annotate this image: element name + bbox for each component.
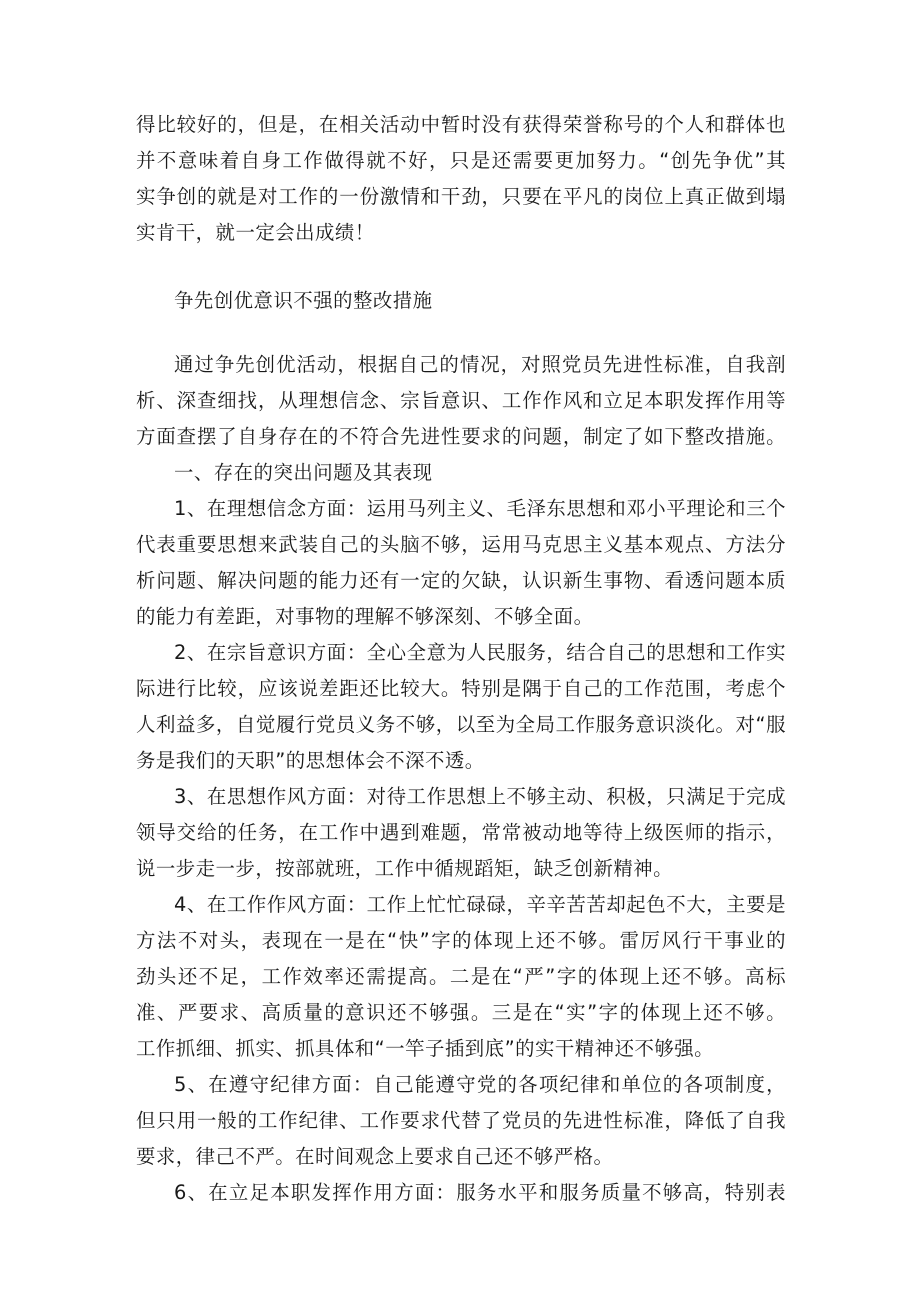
text-line: 并不意味着自身工作做得就不好，只是还需要更加努力。“创先争优”其 — [136, 149, 786, 172]
text-line: 方面查摆了自身存在的不符合先进性要求的问题，制定了如下整改措施。 — [136, 425, 786, 448]
text-line: 6、在立足本职发挥作用方面：服务水平和服务质量不够高，特别表 — [174, 1181, 786, 1204]
text-line: 代表重要思想来武装自己的头脑不够，运用马克思主义基本观点、方法分 — [136, 533, 786, 556]
text-line: 得比较好的，但是，在相关活动中暂时没有获得荣誉称号的个人和群体也 — [136, 113, 786, 136]
text-line: 要求，律己不严。在时间观念上要求自己还不够严格。 — [136, 1145, 614, 1168]
text-line: 1、在理想信念方面：运用马列主义、毛泽东思想和邓小平理论和三个 — [174, 497, 786, 520]
text-line: 方法不对头，表现在一是在“快”字的体现上还不够。雷厉风行干事业的 — [136, 929, 786, 952]
item-2 — [136, 640, 786, 784]
text-line: 际进行比较，应该说差距还比较大。特别是隅于自己的工作范围，考虑个 — [136, 677, 786, 700]
text-line: 实争创的就是对工作的一份激情和干劲，只要在平凡的岗位上真正做到塌 — [136, 185, 786, 208]
text-line: 人利益多，自觉履行党员义务不够，以至为全局工作服务意识淡化。对“服 — [136, 713, 786, 736]
text-line: 但只用一般的工作纪律、工作要求代替了党员的先进性标准，降低了自我 — [136, 1109, 786, 1132]
item-4 — [136, 892, 786, 1072]
text-line: 析问题、解决问题的能力还有一定的欠缺，认识新生事物、看透问题本质 — [136, 569, 786, 592]
item-5 — [136, 1072, 786, 1180]
section-heading-block — [136, 460, 786, 496]
text-line: 通过争先创优活动，根据自己的情况，对照党员先进性标准，自我剖 — [174, 353, 786, 376]
text-line: 工作抓细、抓实、抓具体和“一竿子插到底”的实干精神还不够强。 — [136, 1037, 715, 1060]
intro-paragraph — [136, 352, 786, 460]
text-line: 3、在思想作风方面：对待工作思想上不够主动、积极，只满足于完成 — [174, 785, 786, 808]
item-3 — [136, 784, 786, 892]
text-line: 劲头还不足，工作效率还需提高。二是在“严”字的体现上还不够。高标 — [136, 965, 786, 988]
item-1 — [136, 496, 786, 640]
text-line: 实肯干，就一定会出成绩！ — [136, 221, 375, 244]
text-line: 析、深查细找，从理想信念、宗旨意识、工作作风和立足本职发挥作用等 — [136, 389, 786, 412]
text-line: 2、在宗旨意识方面：全心全意为人民服务，结合自己的思想和工作实 — [174, 641, 786, 664]
text-line: 准、严要求、高质量的意识还不够强。三是在“实”字的体现上还不够。 — [136, 1001, 786, 1024]
text-line: 5、在遵守纪律方面：自己能遵守党的各项纪律和单位的各项制度， — [174, 1073, 786, 1096]
section-heading: 一、存在的突出问题及其表现 — [174, 461, 433, 484]
text-line: 说一步走一步，按部就班，工作中循规蹈矩，缺乏创新精神。 — [136, 857, 674, 880]
text-line: 4、在工作作风方面：工作上忙忙碌碌，辛辛苦苦却起色不大，主要是 — [174, 893, 786, 916]
document-title: 争先创优意识不强的整改措施 — [174, 289, 433, 312]
text-line: 务是我们的天职”的思想体会不深不透。 — [136, 749, 485, 772]
text-line: 领导交给的任务，在工作中遇到难题，常常被动地等待上级医师的指示， — [136, 821, 786, 844]
text-line: 的能力有差距，对事物的理解不够深刻、不够全面。 — [136, 605, 594, 628]
opening-paragraph — [136, 112, 786, 256]
item-6 — [136, 1180, 786, 1216]
